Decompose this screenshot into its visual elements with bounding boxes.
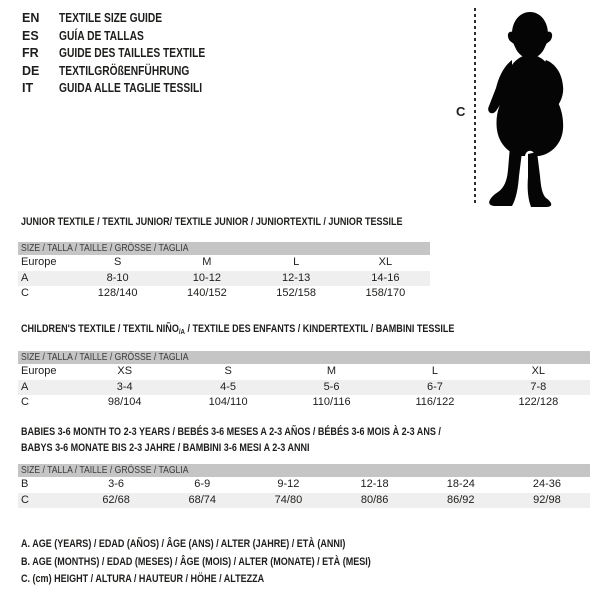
- height-measure-dashed-line: [474, 8, 476, 206]
- size-cell: XL: [378, 256, 393, 268]
- title-line: BABYS 3-6 MONATE BIS 2-3 JAHRE / BAMBINI 3-6 MESI A 2-3 ANNI: [21, 442, 310, 454]
- language-title: TEXTILGRÖßENFÜHRUNG: [59, 63, 190, 78]
- list-item: [22, 45, 237, 63]
- size-header-text: SIZE / TALLA / TAILLE / GRÖSSE / TAGLIA: [21, 464, 189, 476]
- table-row: [18, 271, 430, 287]
- size-cell: 18-24: [446, 478, 475, 490]
- footnote-a: [21, 536, 448, 554]
- table-row: [18, 395, 590, 411]
- babies-table-title: [21, 424, 533, 456]
- language-code: IT: [22, 81, 34, 95]
- size-cell: 12-18: [360, 478, 389, 490]
- size-header-text: SIZE / TALLA / TAILLE / GRÖSSE / TAGLIA: [21, 351, 189, 363]
- size-cell: 80/86: [360, 493, 389, 506]
- footnote-text: C. (cm) HEIGHT / ALTURA / HAUTEUR / HÖHE / ALTEZZA: [21, 573, 265, 585]
- size-cell: XS: [117, 365, 133, 377]
- table-row: [18, 380, 590, 396]
- size-cell: 140/152: [186, 287, 227, 299]
- language-title: GUÍA DE TALLAS: [59, 28, 144, 43]
- title-text-part: / TEXTILE DES ENFANTS / KINDERTEXTIL / BAMBINI TESSILE: [184, 323, 455, 335]
- size-cell: M: [202, 256, 212, 268]
- language-title: GUIDE DES TAILLES TEXTILE: [59, 46, 206, 60]
- size-cell: 86/92: [447, 493, 475, 506]
- row-label: C: [21, 493, 29, 506]
- children-table-title: [21, 321, 550, 340]
- size-cell: 4-5: [220, 380, 237, 393]
- row-label: C: [21, 287, 29, 299]
- table-row: [18, 255, 430, 271]
- size-cell: 98/104: [107, 396, 142, 408]
- size-cell: 74/80: [274, 493, 303, 506]
- row-label: B: [21, 478, 29, 490]
- language-title: TEXTILE SIZE GUIDE: [59, 11, 163, 25]
- junior-size-table: [18, 242, 430, 302]
- row-label: A: [21, 380, 29, 393]
- legend-footnotes: [21, 536, 448, 589]
- size-cell: 122/128: [518, 396, 559, 408]
- list-item: [22, 28, 237, 46]
- table-row: [18, 364, 590, 380]
- size-cell: 3-4: [116, 380, 133, 393]
- size-cell: 62/68: [102, 493, 130, 506]
- language-title-list: [22, 10, 237, 98]
- size-cell: 3-6: [108, 478, 125, 490]
- row-label: Europe: [21, 256, 57, 268]
- size-cell: 152/158: [276, 287, 316, 299]
- size-cell: S: [113, 256, 122, 268]
- height-measure-label: C: [456, 104, 466, 119]
- language-code: FR: [22, 46, 39, 60]
- size-cell: 68/74: [188, 493, 217, 506]
- size-cell: 104/110: [208, 396, 248, 408]
- babies-table-title-text: [21, 424, 441, 456]
- size-header-row: [18, 464, 590, 477]
- row-label: A: [21, 271, 29, 284]
- title-subscript: /A: [178, 327, 185, 336]
- size-cell: S: [224, 365, 232, 377]
- size-cell: 6-7: [426, 380, 443, 393]
- junior-table-title: [21, 214, 486, 230]
- size-cell: 158/170: [365, 287, 406, 299]
- size-cell: L: [293, 256, 300, 268]
- size-cell: 7-8: [530, 380, 547, 393]
- junior-table-title-text: JUNIOR TEXTILE / TEXTIL JUNIOR/ TEXTILE JUNIOR / JUNIORTEXTIL / JUNIOR TESSILE: [21, 216, 403, 228]
- size-cell: 5-6: [323, 380, 340, 393]
- footnote-b: [21, 554, 448, 572]
- language-title: GUIDA ALLE TAGLIE TESSILI: [59, 81, 203, 95]
- size-cell: 8-10: [106, 271, 129, 284]
- list-item: [22, 80, 237, 98]
- size-cell: 9-12: [277, 478, 300, 490]
- size-header-row: [18, 242, 430, 255]
- footnote-c: [21, 571, 448, 589]
- children-table-title-text: [21, 321, 454, 340]
- size-header-row: [18, 351, 590, 364]
- size-cell: M: [326, 365, 337, 377]
- language-code: ES: [22, 28, 39, 43]
- table-row: [18, 477, 590, 493]
- babies-size-table: [18, 464, 590, 508]
- children-size-table: [18, 351, 590, 411]
- size-cell: 12-13: [282, 271, 311, 284]
- size-cell: 10-12: [192, 271, 221, 284]
- footnote-text: A. AGE (YEARS) / EDAD (AÑOS) / ÂGE (ANS) / ALTER (JAHRE) / ETÀ (ANNI): [21, 538, 346, 550]
- row-label: Europe: [21, 365, 57, 377]
- toddler-silhouette-icon: [482, 8, 574, 208]
- row-label: C: [21, 396, 29, 408]
- size-cell: 14-16: [371, 271, 400, 284]
- title-text-part: CHILDREN'S TEXTILE / TEXTIL NIÑO: [21, 323, 179, 335]
- size-cell: L: [431, 365, 438, 377]
- size-cell: XL: [531, 365, 546, 377]
- size-cell: 128/140: [97, 287, 138, 299]
- language-code: DE: [22, 63, 40, 78]
- size-cell: 116/122: [415, 396, 455, 408]
- size-cell: 110/116: [312, 396, 351, 408]
- title-line: BABIES 3-6 MONTH TO 2-3 YEARS / BEBÉS 3-6 MESES A 2-3 AÑOS / BÉBÉS 3-6 MOIS À 2-3 ANS /: [21, 426, 441, 438]
- size-header-text: SIZE / TALLA / TAILLE / GRÖSSE / TAGLIA: [21, 242, 189, 254]
- table-row: [18, 493, 590, 509]
- footnote-text: B. AGE (MONTHS) / EDAD (MESES) / ÂGE (MOIS) / ALTER (MONATE) / ETÀ (MESI): [21, 555, 371, 568]
- language-code: EN: [22, 11, 40, 25]
- size-cell: 6-9: [194, 478, 211, 490]
- table-row: [18, 286, 430, 302]
- list-item: [22, 10, 237, 28]
- size-cell: 92/98: [533, 493, 561, 506]
- size-cell: 24-36: [532, 478, 562, 490]
- list-item: [22, 63, 237, 81]
